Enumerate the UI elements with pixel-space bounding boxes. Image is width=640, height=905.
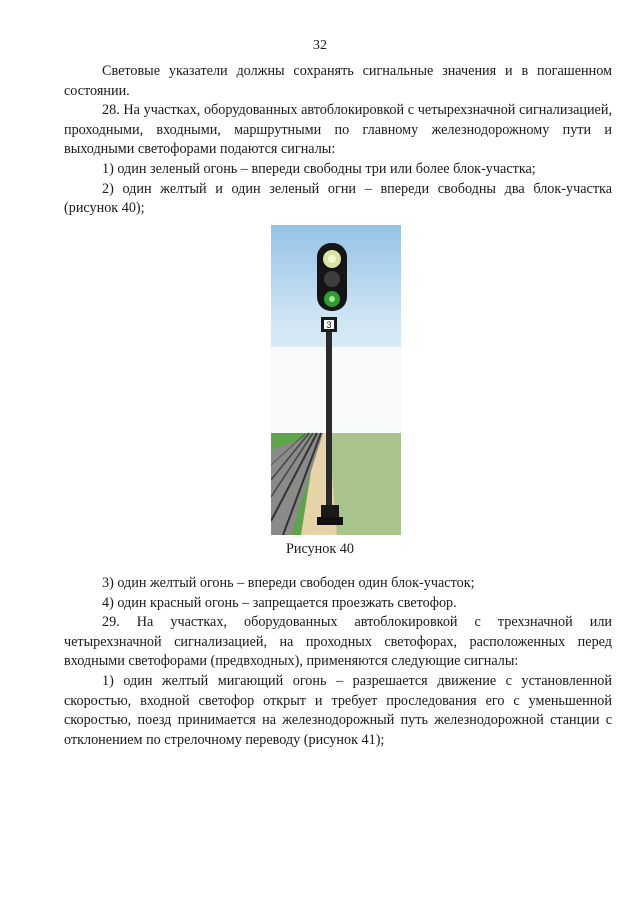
signal-base [321,505,339,519]
list-item: 3) один желтый огонь – впереди свободен один блок-участок; [102,575,475,591]
signal-illustration [271,225,401,535]
text-block-top [64,62,612,219]
signal-light-yellow-glare [328,255,336,263]
list-item: 1) один зеленый огонь – впереди свободны три или более блок-участка; [102,160,536,177]
paragraph: 28. На участках, оборудованных автоблокировкой с четырехзначной сигнализацией, проходными, входными, маршрутными по главному железнодорожному пути и выходными светофорами подаются сигналы: [64,102,612,158]
figure-caption: Рисунок 40 [285,541,354,557]
signal-light-off [324,271,340,287]
text-block-bottom [64,574,612,750]
paragraph: 29. На участках, оборудованных автоблокировкой с трехзначной или четырехзначной сигнализацией, на проходных светофорах, расположенных перед входными светофорами (предвходных), применяются следующие сигналы: [64,614,612,670]
horizon-haze [271,347,401,435]
signal-foundation [317,517,343,525]
list-item: 4) один красный огонь – запрещается проезжать светофор. [102,594,457,611]
paragraph: Световые указатели должны сохранять сигнальные значения и в погашенном состоянии. [64,63,612,99]
signal-number: 3 [326,320,332,330]
list-item: 2) один желтый и один зеленый огни – впереди свободны два блок-участка (рисунок 40); [64,180,612,217]
list-item: 1) один желтый мигающий огонь – разрешается движение с установленной скоростью, входной светофор открыт и требует проследования его с уменьшенной скоростью, поезд принимается на железнодорожный путь железнодорожной станции с отклонением по стрелочному переводу (рисунок 41); [64,672,612,748]
signal-light-green-glare [329,296,335,302]
signal-mast [326,330,332,510]
figure-signal-illustration [271,225,401,535]
page-number: 32 [313,38,327,53]
